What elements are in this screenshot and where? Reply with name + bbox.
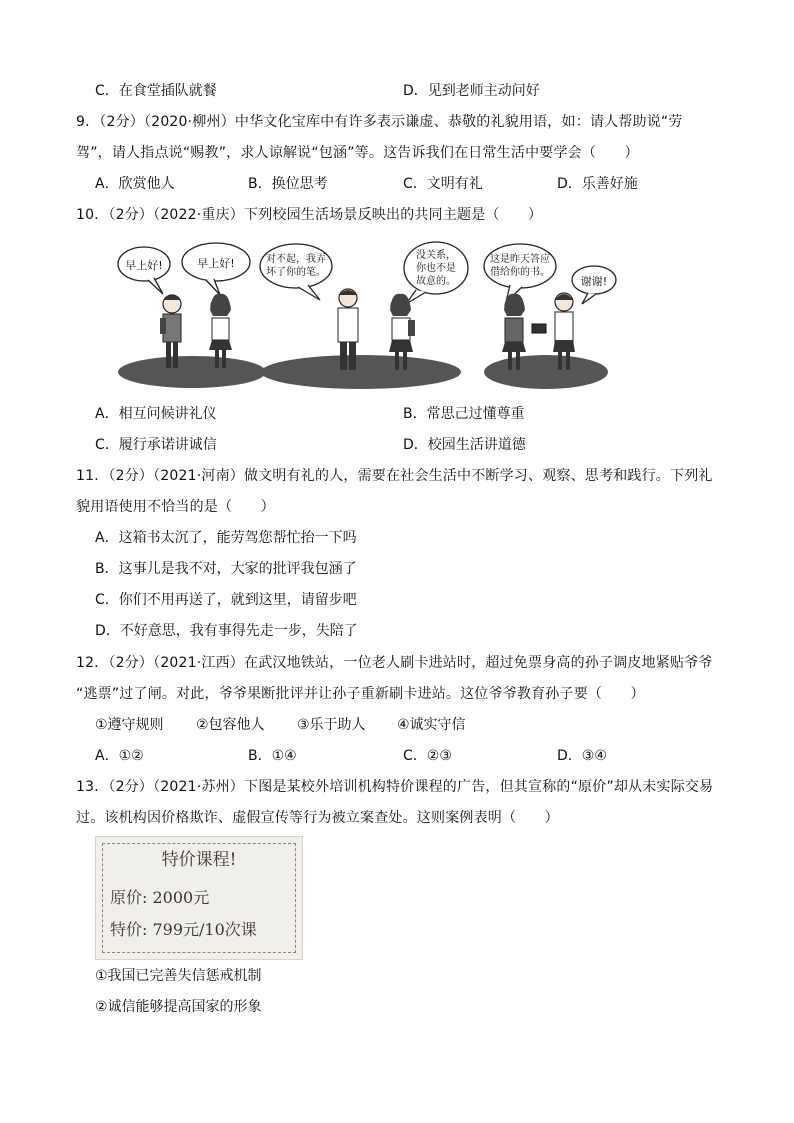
scene2-bubble-right-line1: 没关系， bbox=[416, 250, 456, 261]
q12-item-4: ④诚实守信 bbox=[397, 717, 466, 733]
q11-option-c: C．你们不用再送了，就到这里，请留步吧 bbox=[95, 592, 357, 608]
q8-option-c: C．在食堂插队就餐 bbox=[95, 83, 217, 99]
q10-option-d: D．校园生活讲道德 bbox=[403, 437, 526, 453]
q13-item-2: ②诚信能够提高国家的形象 bbox=[95, 999, 262, 1015]
ad-title: 特价课程! bbox=[161, 850, 237, 870]
q12-option-c: C．②③ bbox=[403, 748, 452, 764]
scene-greeting-illustration bbox=[108, 240, 270, 392]
q9-stem-line1: 9．（2分）（2020·柳州）中华文化宝库中有许多表示谦虚、恭敬的礼貌用语，如：请人帮助说“劳 bbox=[76, 114, 683, 130]
q12-stem-line2: “逃票”过了闸。对此，爷爷果断批评并让孙子重新刷卡进站。这位爷爷教育孙子要（ ） bbox=[76, 686, 645, 702]
ad-special-price: 特价: 799元/10次课 bbox=[110, 920, 257, 939]
q12-item-1: ①遵守规则 bbox=[95, 717, 164, 733]
q10-stem: 10．（2分）（2022·重庆）下列校园生活场景反映出的共同主题是（ ） bbox=[76, 207, 543, 223]
q12-stem-line1: 12．（2分）（2021·江西）在武汉地铁站，一位老人刷卡进站时，超过免票身高的孙子调皮地紧贴爷爷 bbox=[76, 655, 713, 671]
scene-apology-illustration bbox=[256, 240, 471, 392]
ad-original-price: 原价: 2000元 bbox=[110, 888, 210, 907]
scene1-bubble-left-text: 早上好! bbox=[125, 259, 163, 272]
q12-item-3: ③乐于助人 bbox=[297, 717, 366, 733]
q12-option-b: B．①④ bbox=[248, 748, 297, 764]
book-icon bbox=[532, 324, 546, 333]
q13-item-1: ①我国已完善失信惩戒机制 bbox=[95, 968, 262, 984]
q9-stem-line2: 驾”，请人指点说“赐教”，求人谅解说“包涵”等。这告诉我们在日常生活中要学会（ ） bbox=[76, 145, 639, 161]
scene3-bubble-left-line1: 这是昨天答应 bbox=[490, 254, 550, 265]
q13-stem-line1: 13．（2分）（2021·苏州）下图是某校外培训机构特价课程的广告，但其宣称的“原价”却从未实际交易 bbox=[76, 779, 714, 795]
q11-option-d: D．不好意思，我有事得先走一步，失陪了 bbox=[95, 623, 358, 639]
q10-option-a: A．相互问候讲礼仪 bbox=[95, 406, 217, 422]
q11-option-a: A．这箱书太沉了，能劳驾您帮忙抬一下吗 bbox=[95, 530, 357, 546]
scene1-bubble-right-text: 早上好! bbox=[197, 257, 235, 270]
q10-option-b: B．常思己过懂尊重 bbox=[403, 406, 525, 422]
scene2-bubble-right-line2: 你也不是 bbox=[416, 263, 456, 274]
q12-item-2: ②包容他人 bbox=[196, 717, 265, 733]
q9-option-c: C．文明有礼 bbox=[403, 176, 483, 192]
scene2-bubble-left-line1: 对不起，我弄 bbox=[266, 254, 326, 265]
q13-stem-line2: 过。该机构因价格欺诈、虚假宣传等行为被立案查处。这则案例表明（ ） bbox=[76, 810, 559, 826]
course-ad-image bbox=[95, 836, 303, 960]
q8-option-d: D．见到老师主动问好 bbox=[403, 83, 540, 99]
q9-option-b: B．换位思考 bbox=[248, 176, 328, 192]
q11-option-b: B．这事儿是我不对，大家的批评我包涵了 bbox=[95, 561, 357, 577]
q12-option-d: D．③④ bbox=[557, 748, 607, 764]
boy-figure bbox=[160, 295, 181, 368]
q11-stem-line1: 11．（2分）（2021·河南）做文明有礼的人，需要在社会生活中不断学习、观察、思考和践行。下列礼 bbox=[76, 468, 713, 484]
scene3-bubble-right-text: 谢谢! bbox=[580, 275, 608, 288]
scene2-bubble-right-line3: 故意的。 bbox=[416, 276, 456, 287]
scene3-bubble-left-line2: 借给你的书。 bbox=[490, 267, 550, 278]
q9-option-a: A．欣赏他人 bbox=[95, 176, 175, 192]
scene-promise-illustration bbox=[478, 240, 628, 392]
q9-option-d: D．乐善好施 bbox=[557, 176, 638, 192]
q11-stem-line2: 貌用语使用不恰当的是（ ） bbox=[76, 499, 275, 515]
q12-option-a: A．①② bbox=[95, 748, 144, 764]
scene2-bubble-left-line2: 坏了你的笔。 bbox=[266, 267, 326, 278]
q10-option-c: C．履行承诺讲诚信 bbox=[95, 437, 217, 453]
